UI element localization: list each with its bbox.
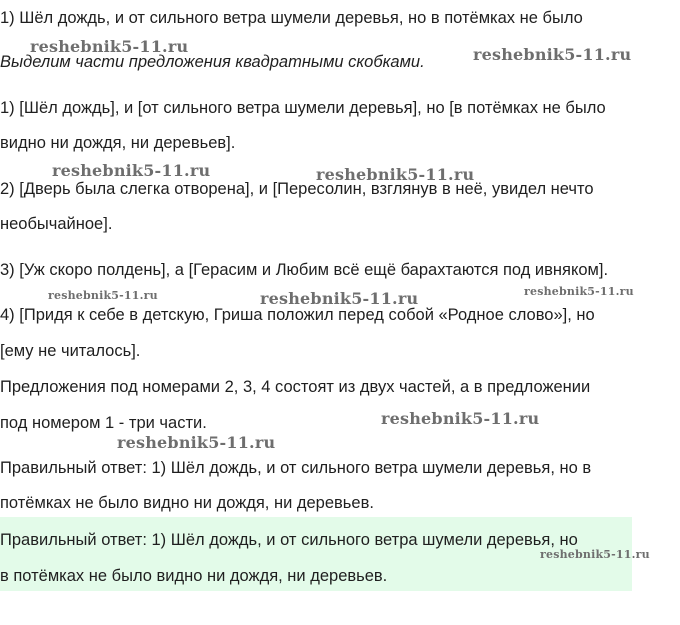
answer-box-line-1: Правильный ответ: 1) Шёл дождь, и от сильного ветра шумели деревья, но	[0, 531, 578, 549]
sentence-2-line-1: 2) [Дверь была слегка отворена], и [Пересолин, взглянув в неё, увидел нечто	[0, 180, 594, 198]
watermark: reshebnik5-11.ru	[48, 289, 158, 302]
answer-line-1: Правильный ответ: 1) Шёл дождь, и от сильного ветра шумели деревья, но в	[0, 459, 592, 477]
instruction-text: Выделим части предложения квадратными скобками.	[0, 53, 425, 71]
conclusion-line-1: Предложения под номерами 2, 3, 4 состоят из двух частей, а в предложении	[0, 378, 591, 396]
sentence-1-line-1: 1) [Шёл дождь], и [от сильного ветра шумели деревья], но [в потёмках не было	[0, 99, 606, 117]
watermark: reshebnik5-11.ru	[316, 165, 475, 184]
sentence-3-line-1: 3) [Уж скоро полдень], а [Герасим и Любим всё ещё барахтаются под ивняком].	[0, 261, 609, 279]
answer-box-line-2: в потёмках не было видно ни дождя, ни деревьев.	[0, 567, 388, 585]
watermark: reshebnik5-11.ru	[381, 409, 540, 428]
sentence-2-line-2: необычайное].	[0, 215, 113, 233]
watermark: reshebnik5-11.ru	[524, 285, 634, 298]
task-line: 1) Шёл дождь, и от сильного ветра шумели деревья, но в потёмках не было	[0, 9, 583, 27]
sentence-4-line-2: [ему не читалось].	[0, 342, 141, 360]
sentence-1-line-2: видно ни дождя, ни деревьев].	[0, 134, 236, 152]
watermark: reshebnik5-11.ru	[30, 37, 189, 56]
answer-line-2: потёмках не было видно ни дождя, ни деревьев.	[0, 494, 374, 512]
sentence-4-line-1: 4) [Придя к себе в детскую, Гриша положил перед собой «Родное слово»], но	[0, 306, 595, 324]
watermark: reshebnik5-11.ru	[473, 45, 632, 64]
conclusion-line-2: под номером 1 - три части.	[0, 414, 207, 432]
watermark: reshebnik5-11.ru	[540, 548, 650, 561]
watermark: reshebnik5-11.ru	[260, 289, 419, 308]
watermark: reshebnik5-11.ru	[117, 433, 276, 452]
watermark: reshebnik5-11.ru	[52, 161, 211, 180]
